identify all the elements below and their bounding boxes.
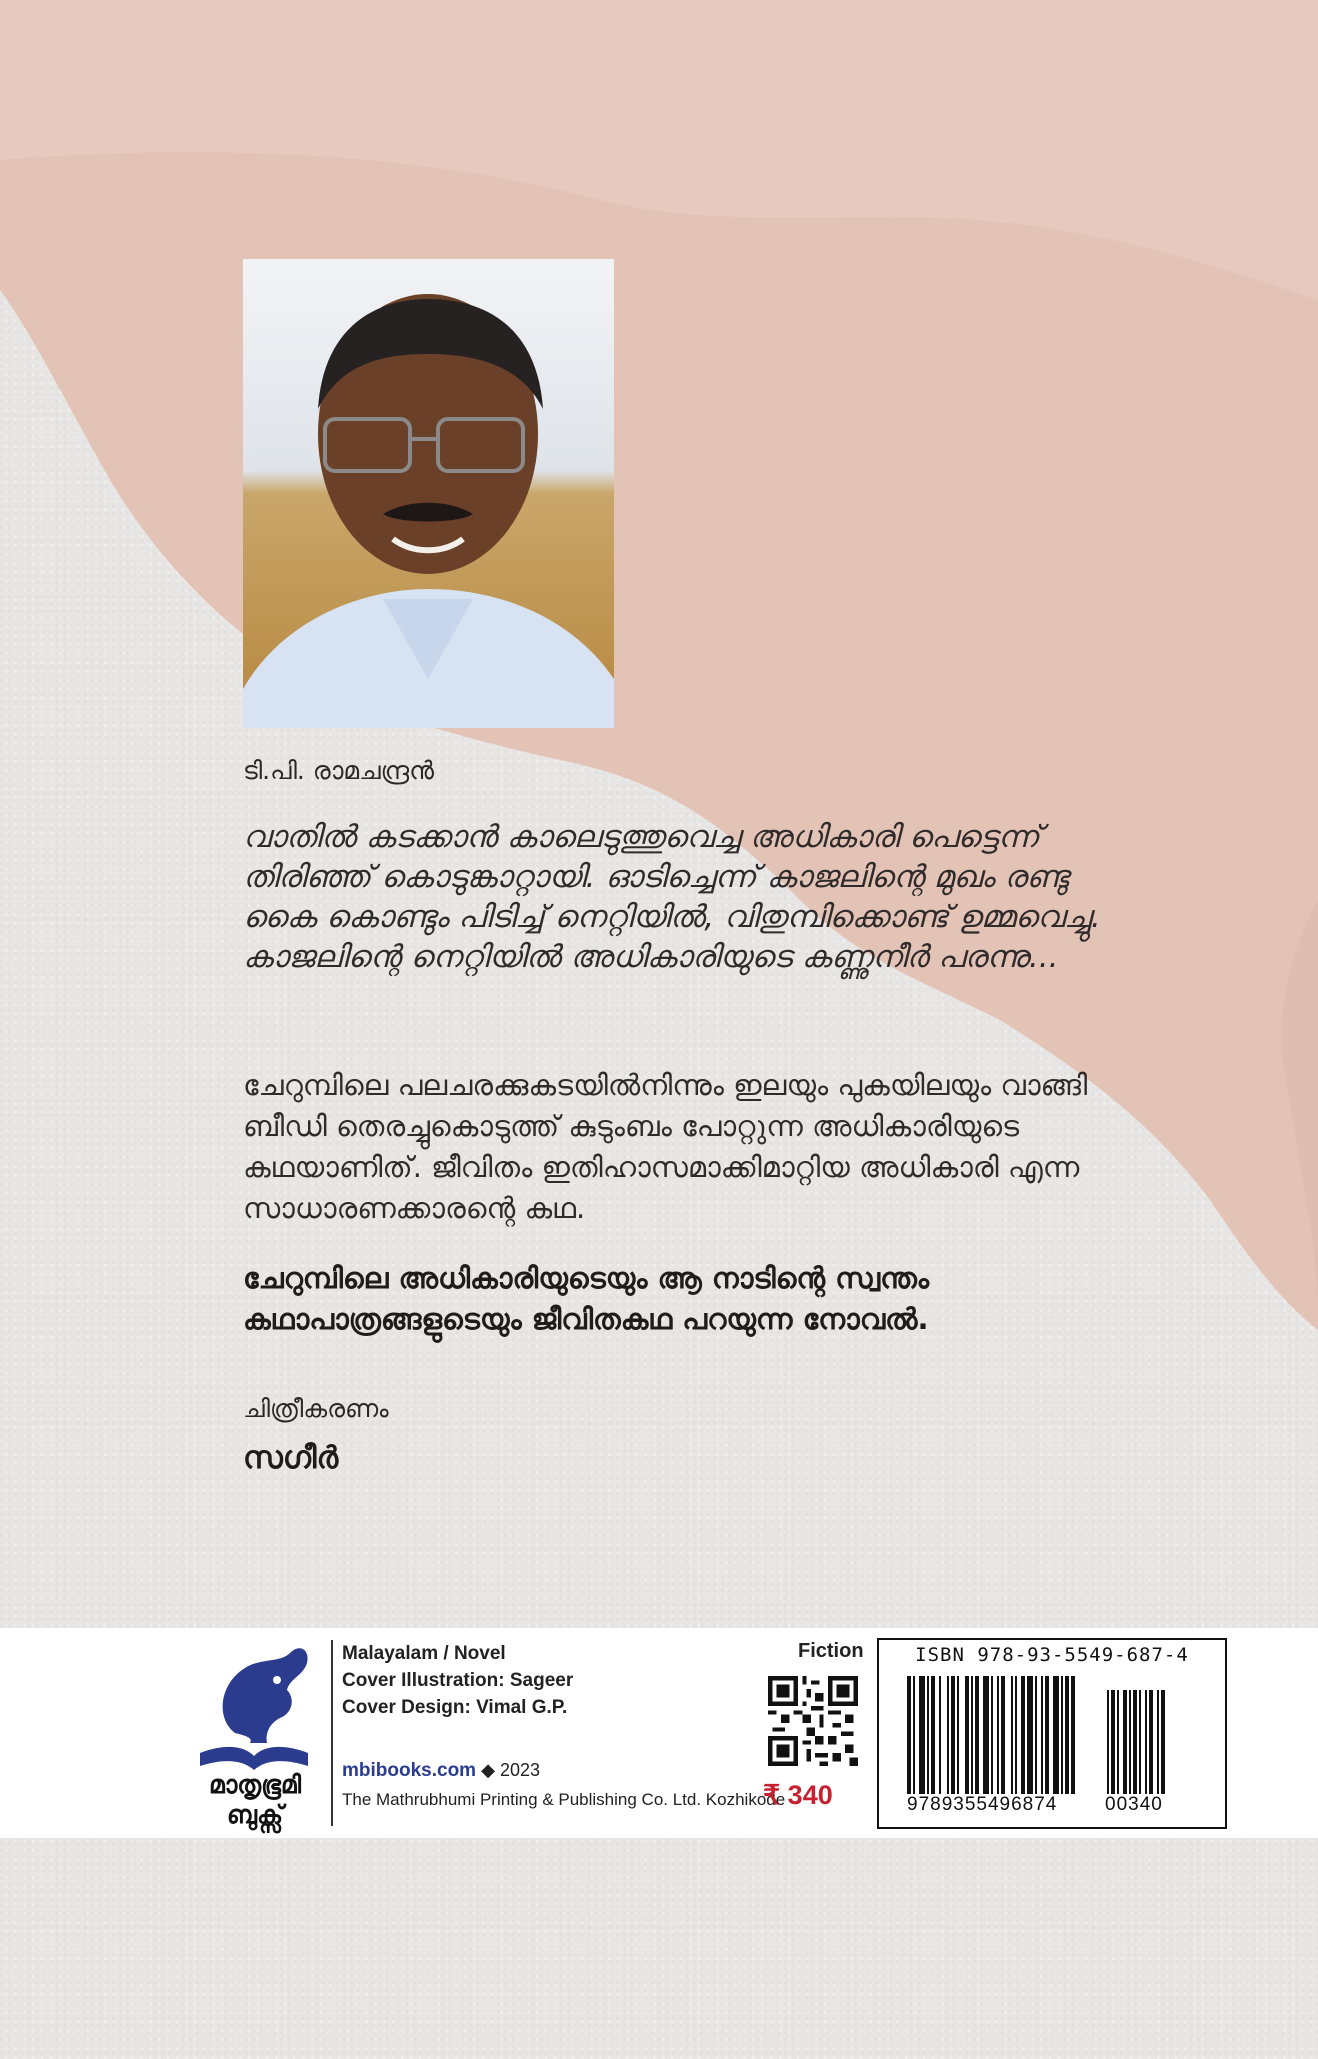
website-line [342, 1760, 540, 1782]
illustration-label: ചിത്രീകരണം [243, 1394, 389, 1423]
qr-code-icon [768, 1676, 858, 1766]
cover-illustration-credit: Cover Illustration: Sageer [342, 1670, 574, 1691]
synopsis-paragraph: ചേറുമ്പിലെ പലചരക്കുകടയിൽനിന്നും ഇലയും പുകയിലയും വാങ്ങി ബീഡി തെരച്ചുകൊടുത്ത് കുടുംബം പോറ്റുന്ന അധികാരിയുടെ കഥയാണിത്. ജീവിതം ഇതിഹാസമാക്കിമാറ്റിയ അധികാരി എന്ന സാധാരണക്കാരന്റെ കഥ. [243, 1068, 1088, 1225]
barcode-number-main: 9789355496874 [907, 1794, 1058, 1815]
logo-line-1: മാതൃഭൂമി [208, 1770, 302, 1799]
excerpt-paragraph: വാതിൽ കടക്കാൻ കാലെടുത്തുവെച്ച അധികാരി പെട്ടെന്ന് തിരിഞ്ഞ് കൊടുങ്കാറ്റായി. ഓടിച്ചെന്ന് കാജലിന്റെ മുഖം രണ്ടു കൈ കൊണ്ടും പിടിച്ച് നെറ്റിയിൽ, വിതുമ്പിക്കൊണ്ട് ഉമ്മവെച്ചു. കാജലിന്റെ നെറ്റിയിൽ അധികാരിയുടെ കണ്ണുനീർ പരന്നു... [243, 819, 1101, 975]
author-photo [243, 259, 614, 728]
logo-line-2: ബുക്സ് [226, 1800, 284, 1829]
author-name: ടി.പി. രാമചന്ദ്രൻ [243, 756, 434, 785]
isbn-text: ISBN 978-93-5549-687-4 [915, 1644, 1189, 1666]
illustrator-name: സഗീർ [243, 1440, 339, 1476]
diamond-separator-icon: ◆ [481, 1760, 495, 1780]
barcode-number-addon: 00340 [1105, 1794, 1163, 1815]
cover-design-credit: Cover Design: Vimal G.P. [342, 1697, 568, 1718]
barcode-bars-icon [907, 1676, 1207, 1794]
book-metadata [342, 1640, 573, 1721]
book-category: Malayalam / Novel [342, 1643, 506, 1664]
vertical-divider [331, 1640, 333, 1826]
website-link[interactable]: mbibooks.com [342, 1760, 477, 1781]
publication-year: 2023 [499, 1760, 540, 1780]
publisher-company: The Mathrubhumi Printing & Publishing Co. Ltd. Kozhikode [342, 1790, 786, 1809]
publisher-logo-text [190, 1770, 320, 1830]
price-label: ₹ 340 [763, 1780, 833, 1810]
genre-label: Fiction [798, 1640, 864, 1662]
isbn-barcode [877, 1638, 1227, 1829]
tagline-paragraph: ചേറുമ്പിലെ അധികാരിയുടെയും ആ നാടിന്റെ സ്വന്തം കഥാപാത്രങ്ങളുടെയും ജീവിതകഥ പറയുന്ന നോവൽ. [243, 1261, 929, 1336]
